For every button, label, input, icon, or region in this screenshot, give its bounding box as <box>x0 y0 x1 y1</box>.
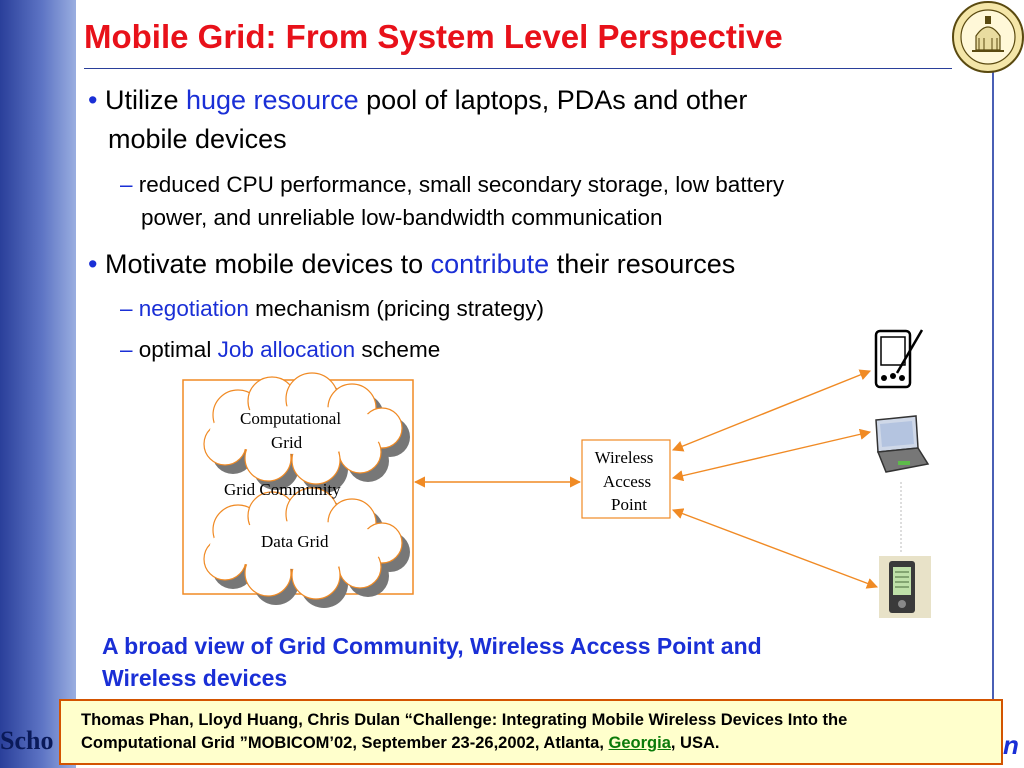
reference-box <box>59 699 1003 765</box>
sub-bullet-2-1-highlight: negotiation <box>138 296 249 321</box>
sub-bullet-2-2-text: optimal <box>138 337 218 362</box>
dash-marker: – <box>120 172 133 197</box>
footer-right-text: n <box>1003 730 1019 760</box>
computational-grid-label-2: Grid <box>271 433 303 452</box>
sub-bullet-1-1-line-2: power, and unreliable low-bandwidth communication <box>141 205 663 230</box>
ap-label-3: Point <box>611 495 647 514</box>
bullet-1-highlight: huge resource <box>185 85 359 115</box>
ap-handheld-link <box>673 510 877 587</box>
grid-community-label: Grid Community <box>224 480 341 499</box>
reference-line-2-end: , USA. <box>670 734 720 752</box>
computational-grid-label: Computational <box>240 409 342 428</box>
georgia-link[interactable]: Georgia <box>608 734 671 752</box>
sub-bullet-2-1-text: mechanism (pricing strategy) <box>248 296 544 321</box>
computational-grid-cloud <box>204 373 410 493</box>
ap-label-1: Wireless <box>594 448 654 467</box>
bullet-2-text-end: their resources <box>549 249 736 279</box>
reference-line-1: Thomas Phan, Lloyd Huang, Chris Dulan “Challenge: Integrating Mobile Wireless Devices Into the <box>81 711 848 729</box>
dash-marker: – <box>120 337 133 362</box>
reference-line-2 <box>81 732 991 755</box>
handheld-pda-icon <box>879 556 931 618</box>
diagram-caption <box>102 630 962 694</box>
caption-line-2: Wireless devices <box>102 665 288 691</box>
sub-bullet-2-2-highlight: Job allocation <box>217 337 356 362</box>
pda-stylus-icon <box>876 330 922 387</box>
reference-line-2-text: Computational Grid ”MOBICOM’02, September 23-26,2002, Atlanta, <box>81 734 609 752</box>
caption-line-1: A broad view of Grid Community, Wireless Access Point and <box>102 633 762 659</box>
laptop-icon <box>876 416 928 472</box>
dash-marker: – <box>120 296 133 321</box>
bullet-2-text: Motivate mobile devices to <box>104 249 431 279</box>
ap-pda-link <box>673 371 870 450</box>
sub-bullet-1-1-text: reduced CPU performance, small secondary storage, low battery <box>138 172 785 197</box>
bullet-marker: • <box>88 249 98 279</box>
bullet-1-text: Utilize <box>104 85 186 115</box>
bullet-marker: • <box>88 85 98 115</box>
bullet-2-highlight: contribute <box>430 249 550 279</box>
data-grid-label: Data Grid <box>261 532 329 551</box>
bullet-1-text-end: pool of laptops, PDAs and other <box>358 85 748 115</box>
footer-school-text: Scho <box>0 726 54 755</box>
slide-title: Mobile Grid: From System Level Perspective <box>84 18 783 55</box>
sub-bullet-2-2-text-end: scheme <box>355 337 441 362</box>
ap-label-2: Access <box>602 472 652 491</box>
bullet-1-line-2: mobile devices <box>108 124 287 154</box>
